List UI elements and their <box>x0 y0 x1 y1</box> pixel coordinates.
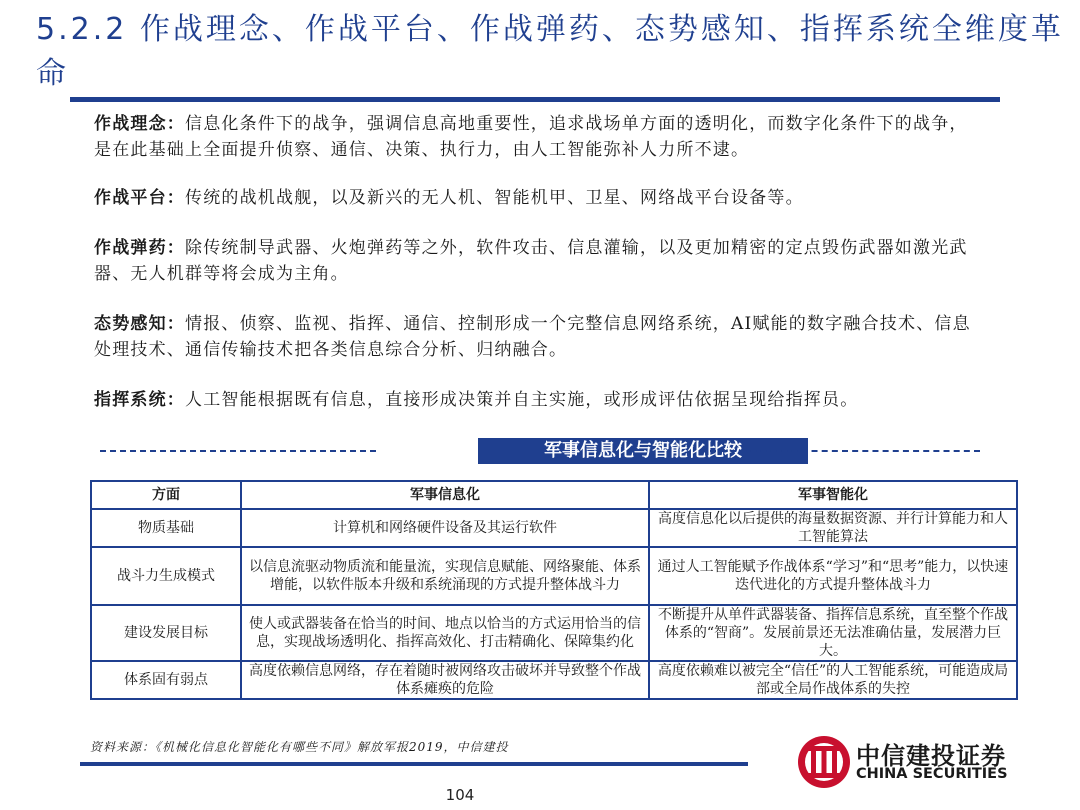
table-cell: 战斗力生成模式 <box>91 547 241 605</box>
table-cell: 高度依赖信息网络，存在着随时被网络攻击破坏并导致整个作战体系瘫痪的危险 <box>241 661 649 699</box>
header-informatization: 军事信息化 <box>241 481 649 509</box>
table-cell: 物质基础 <box>91 509 241 547</box>
paragraph-command-system <box>94 387 984 413</box>
paragraph-situational-awareness <box>94 311 984 363</box>
title-underline <box>70 97 1000 102</box>
table-row <box>91 661 1017 699</box>
paragraph-text: 信息化条件下的战争，强调信息高地重要性，追求战场单方面的透明化，而数字化条件下的战争，是在此基础上全面提升侦察、通信、决策、执行力，由人工智能弥补人力所不逮。 <box>94 114 968 160</box>
footer-rule <box>80 762 748 766</box>
china-securities-logo-icon <box>796 734 852 790</box>
paragraph-label: 作战理念： <box>94 114 185 134</box>
logo-text-cn: 中信建投证券 <box>856 742 1006 770</box>
paragraph-label: 作战平台： <box>94 188 185 208</box>
table-cell: 体系固有弱点 <box>91 661 241 699</box>
table-cell: 以信息流驱动物质流和能量流，实现信息赋能、网络聚能、体系增能，以软件版本升级和系统涌现的方式提升整体战斗力 <box>241 547 649 605</box>
header-aspect: 方面 <box>91 481 241 509</box>
paragraph-label: 态势感知： <box>94 314 185 334</box>
table-row <box>91 509 1017 547</box>
caption-dash-right <box>710 450 980 452</box>
paragraph-text: 情报、侦察、监视、指挥、通信、控制形成一个完整信息网络系统，AI赋能的数字融合技术、信息处理技术、通信传输技术把各类信息综合分析、归纳融合。 <box>94 314 971 360</box>
table-caption: 军事信息化与智能化比较 <box>478 438 808 464</box>
paragraph-combat-concept <box>94 111 984 163</box>
company-logo <box>796 734 1026 790</box>
header-intelligentization: 军事智能化 <box>649 481 1017 509</box>
source-note: 资料来源：《机械化信息化智能化有哪些不同》解放军报2019，中信建投 <box>90 740 509 754</box>
page-title: 5.2.2 作战理念、作战平台、作战弹药、态势感知、指挥系统全维度革命 <box>36 12 1064 91</box>
table-caption-bar <box>100 438 980 464</box>
logo-text-en: CHINA SECURITIES <box>856 766 1008 782</box>
comparison-table <box>90 480 1018 700</box>
caption-dash-left <box>100 450 376 452</box>
paragraph-label: 作战弹药： <box>94 238 185 258</box>
paragraph-text: 人工智能根据既有信息，直接形成决策并自主实施，或形成评估依据呈现给指挥员。 <box>185 390 859 410</box>
table-row <box>91 547 1017 605</box>
paragraph-text: 传统的战机战舰，以及新兴的无人机、智能机甲、卫星、网络战平台设备等。 <box>185 188 804 208</box>
page-number: 104 <box>445 786 475 804</box>
table-cell: 通过人工智能赋予作战体系“学习”和“思考”能力，以快速迭代进化的方式提升整体战斗力 <box>649 547 1017 605</box>
table-cell: 高度依赖难以被完全“信任”的人工智能系统，可能造成局部或全局作战体系的失控 <box>649 661 1017 699</box>
table-cell: 计算机和网络硬件设备及其运行软件 <box>241 509 649 547</box>
paragraph-ammunition <box>94 235 984 287</box>
table-cell: 建设发展目标 <box>91 605 241 661</box>
table-cell: 高度信息化以后提供的海量数据资源、并行计算能力和人工智能算法 <box>649 509 1017 547</box>
table-header-row <box>91 481 1017 509</box>
paragraph-label: 指挥系统： <box>94 390 185 410</box>
table-row <box>91 605 1017 661</box>
paragraph-text: 除传统制导武器、火炮弹药等之外，软件攻击、信息灌输，以及更加精密的定点毁伤武器如激光武器、无人机群等将会成为主角。 <box>94 238 968 284</box>
paragraph-combat-platform <box>94 185 984 211</box>
table-cell: 使人或武器装备在恰当的时间、地点以恰当的方式运用恰当的信息，实现战场透明化、指挥高效化、打击精确化、保障集约化 <box>241 605 649 661</box>
table-cell: 不断提升从单件武器装备、指挥信息系统，直至整个作战体系的“智商”。发展前景还无法准确估量，发展潜力巨大。 <box>649 605 1017 661</box>
